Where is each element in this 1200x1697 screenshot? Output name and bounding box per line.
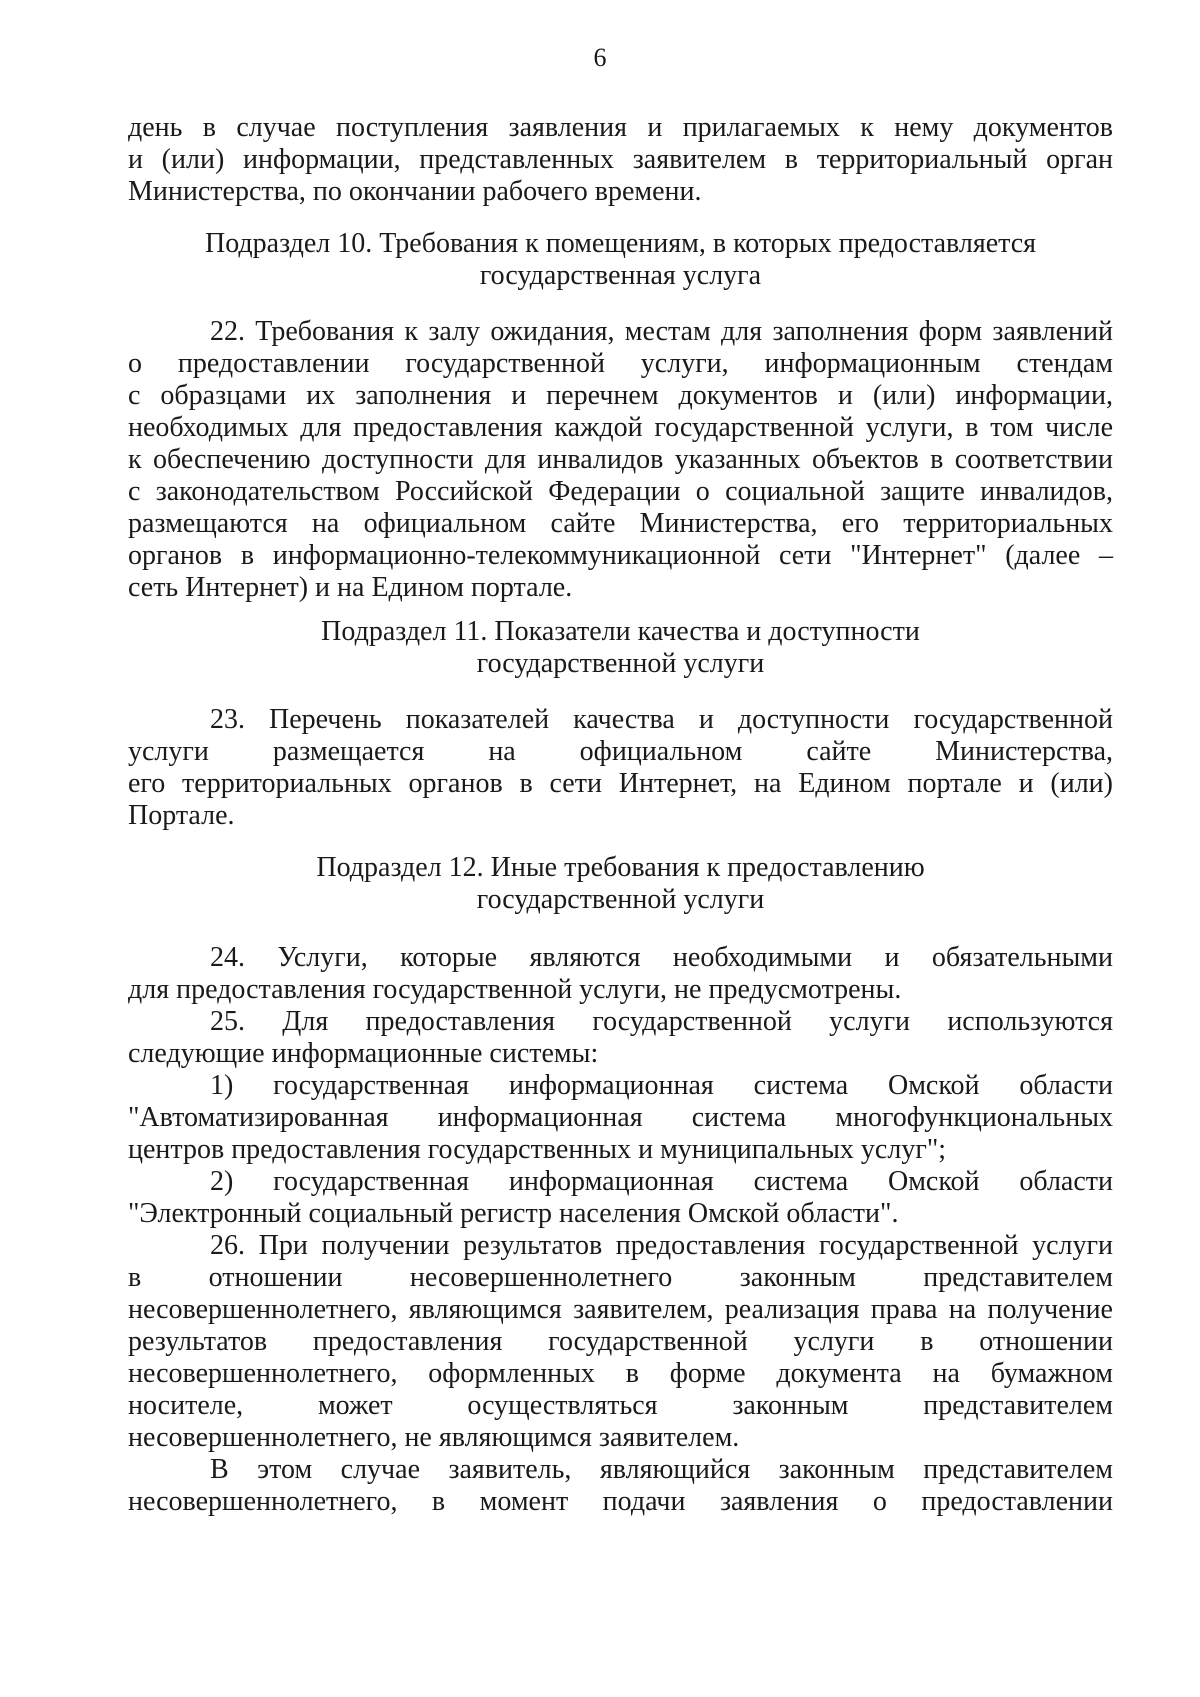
text-line: Портале. (128, 800, 235, 831)
text-line: день в случае поступления заявления и прилагаемых к нему документов (128, 112, 1113, 143)
text-line: к обеспечению доступности для инвалидов указанных объектов в соответствии (128, 444, 1113, 475)
text-line: услуги размещается на официальном сайте Министерства, (128, 736, 1113, 767)
text-line: и (или) информации, представленных заявителем в территориальный орган (128, 144, 1113, 175)
text-line: несовершеннолетнего, оформленных в форме документа на бумажном (128, 1358, 1113, 1389)
paragraph-23 (128, 704, 1113, 832)
subsection-12-heading (128, 852, 1113, 916)
text-line: Министерства, по окончании рабочего времени. (128, 176, 702, 207)
text-line: 24. Услуги, которые являются необходимыми и обязательными (210, 942, 1113, 973)
text-line: В этом случае заявитель, являющийся законным представителем (210, 1454, 1113, 1485)
intro-paragraph (128, 112, 1113, 208)
paragraph-22 (128, 316, 1113, 604)
list-item-1 (128, 1070, 1113, 1166)
text-line: следующие информационные системы: (128, 1038, 599, 1069)
paragraph-24 (128, 942, 1113, 1006)
heading-line: Подраздел 11. Показатели качества и доступности (321, 616, 920, 647)
text-line: органов в информационно-телекоммуникационной сети "Интернет" (далее – (128, 540, 1113, 571)
text-line: 2) государственная информационная система Омской области (210, 1166, 1113, 1197)
text-line: 22. Требования к залу ожидания, местам для заполнения форм заявлений (210, 316, 1113, 347)
text-line: его территориальных органов в сети Интернет, на Едином портале и (или) (128, 768, 1113, 799)
text-line: с образцами их заполнения и перечнем документов и (или) информации, (128, 380, 1113, 411)
subsection-10-heading (128, 228, 1113, 292)
text-line: центров предоставления государственных и муниципальных услуг"; (128, 1134, 947, 1165)
text-line: сеть Интернет) и на Едином портале. (128, 572, 573, 603)
text-line: несовершеннолетнего, в момент подачи заявления о предоставлении (128, 1486, 1113, 1517)
text-line: "Автоматизированная информационная система многофункциональных (128, 1102, 1113, 1133)
text-line: для предоставления государственной услуги, не предусмотрены. (128, 974, 902, 1005)
text-line: носителе, может осуществляться законным представителем (128, 1390, 1113, 1421)
text-line: несовершеннолетнего, являющимся заявителем, реализация права на получение (128, 1294, 1113, 1325)
text-line: 1) государственная информационная система Омской области (210, 1070, 1113, 1101)
text-line: 23. Перечень показателей качества и доступности государственной (210, 704, 1113, 735)
text-line: необходимых для предоставления каждой государственной услуги, в том числе (128, 412, 1113, 443)
text-line: 25. Для предоставления государственной услуги используются (210, 1006, 1113, 1037)
paragraph-continuation (128, 1454, 1113, 1518)
subsection-11-heading (128, 616, 1113, 680)
heading-line: Подраздел 10. Требования к помещениям, в которых предоставляется (204, 228, 1037, 259)
text-line: 26. При получении результатов предоставления государственной услуги (210, 1230, 1113, 1261)
heading-line: Подраздел 12. Иные требования к предоставлению (316, 852, 925, 883)
text-line: о предоставлении государственной услуги, информационным стендам (128, 348, 1113, 379)
text-line: результатов предоставления государственной услуги в отношении (128, 1326, 1113, 1357)
text-line: с законодательством Российской Федерации о социальной защите инвалидов, (128, 476, 1113, 507)
text-line: несовершеннолетнего, не являющимся заявителем. (128, 1422, 740, 1453)
page-number: 6 (593, 43, 607, 72)
list-item-2 (128, 1166, 1113, 1230)
heading-line: государственная услуга (479, 260, 762, 291)
text-line: "Электронный социальный регистр населения Омской области". (128, 1198, 899, 1229)
text-line: размещаются на официальном сайте Министерства, его территориальных (128, 508, 1113, 539)
heading-line: государственной услуги (476, 884, 765, 915)
text-line: в отношении несовершеннолетнего законным представителем (128, 1262, 1113, 1293)
paragraph-25 (128, 1006, 1113, 1070)
heading-line: государственной услуги (476, 648, 765, 679)
paragraph-26 (128, 1230, 1113, 1454)
